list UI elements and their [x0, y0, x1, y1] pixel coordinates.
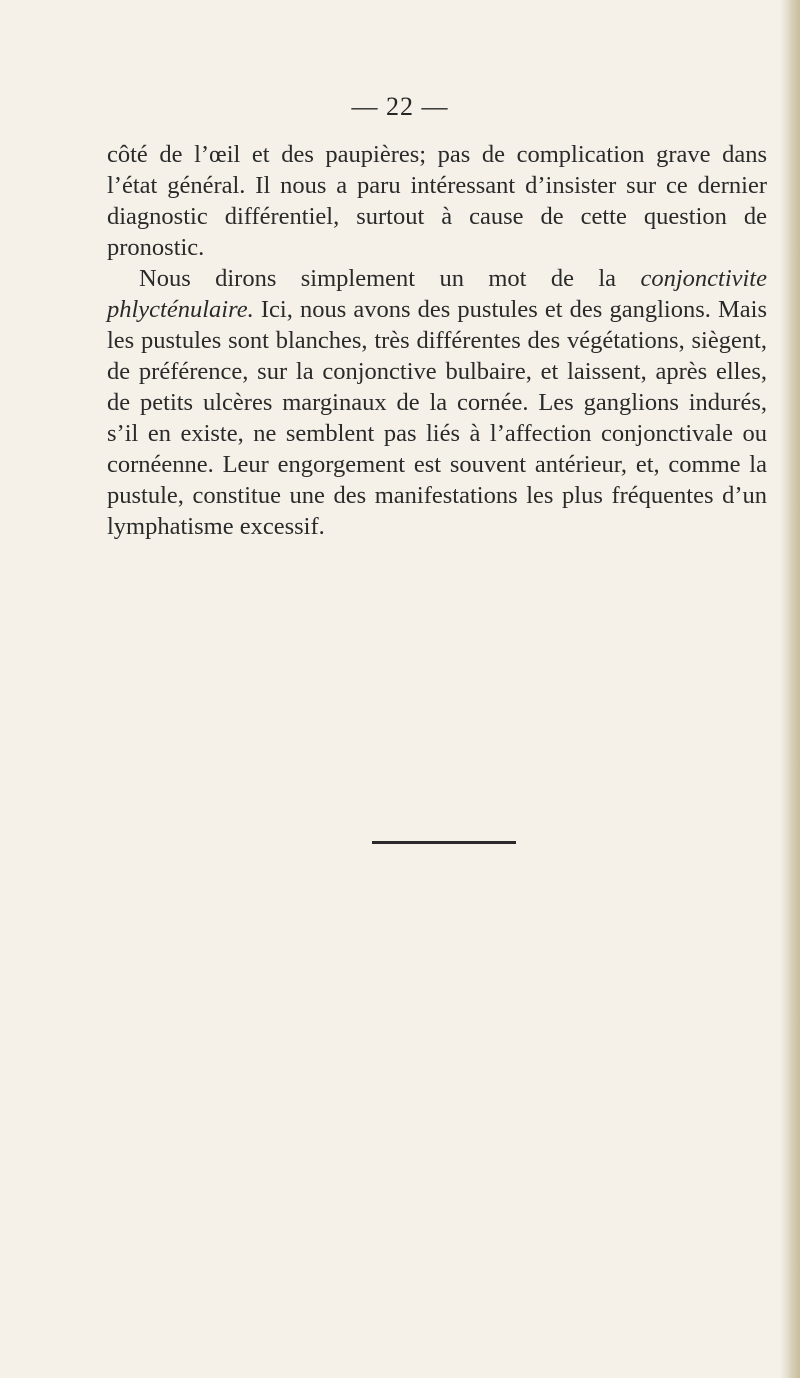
end-rule: [372, 841, 516, 844]
paragraph-2-lead: Nous dirons simplement un mot de la: [139, 265, 641, 292]
page-number: — 22 —: [351, 92, 449, 121]
paragraph-1: côté de l’œil et des paupières; pas de complication grave dans l’état général. Il nous a paru intéressant d’insister sur ce dernier diagnostic différentiel, surtout à cause de cette question de pronostic.: [107, 141, 767, 261]
paragraph-2-rest: Ici, nous avons des pustules et des ganglions. Mais les pustules sont blanches, très différentes des végétations, siègent, de préférence, sur la conjonctive bulbaire, et laissent, après elles, de petits ulcères marginaux de la cornée. Les ganglions indurés, s’il en existe, ne semblent pas liés à l’affection conjonctivale ou cornéenne. Leur engorgement est souvent antérieur, et, comme la pustule, constitue une des manifestations les plus fréquentes d’un lymphatisme excessif.: [107, 296, 767, 540]
body-text: [107, 139, 767, 542]
page-edge: [786, 0, 800, 1378]
paragraph-2-emphasis: conjonctivite phlycténulaire.: [107, 265, 767, 323]
paragraph-2: [107, 263, 767, 542]
